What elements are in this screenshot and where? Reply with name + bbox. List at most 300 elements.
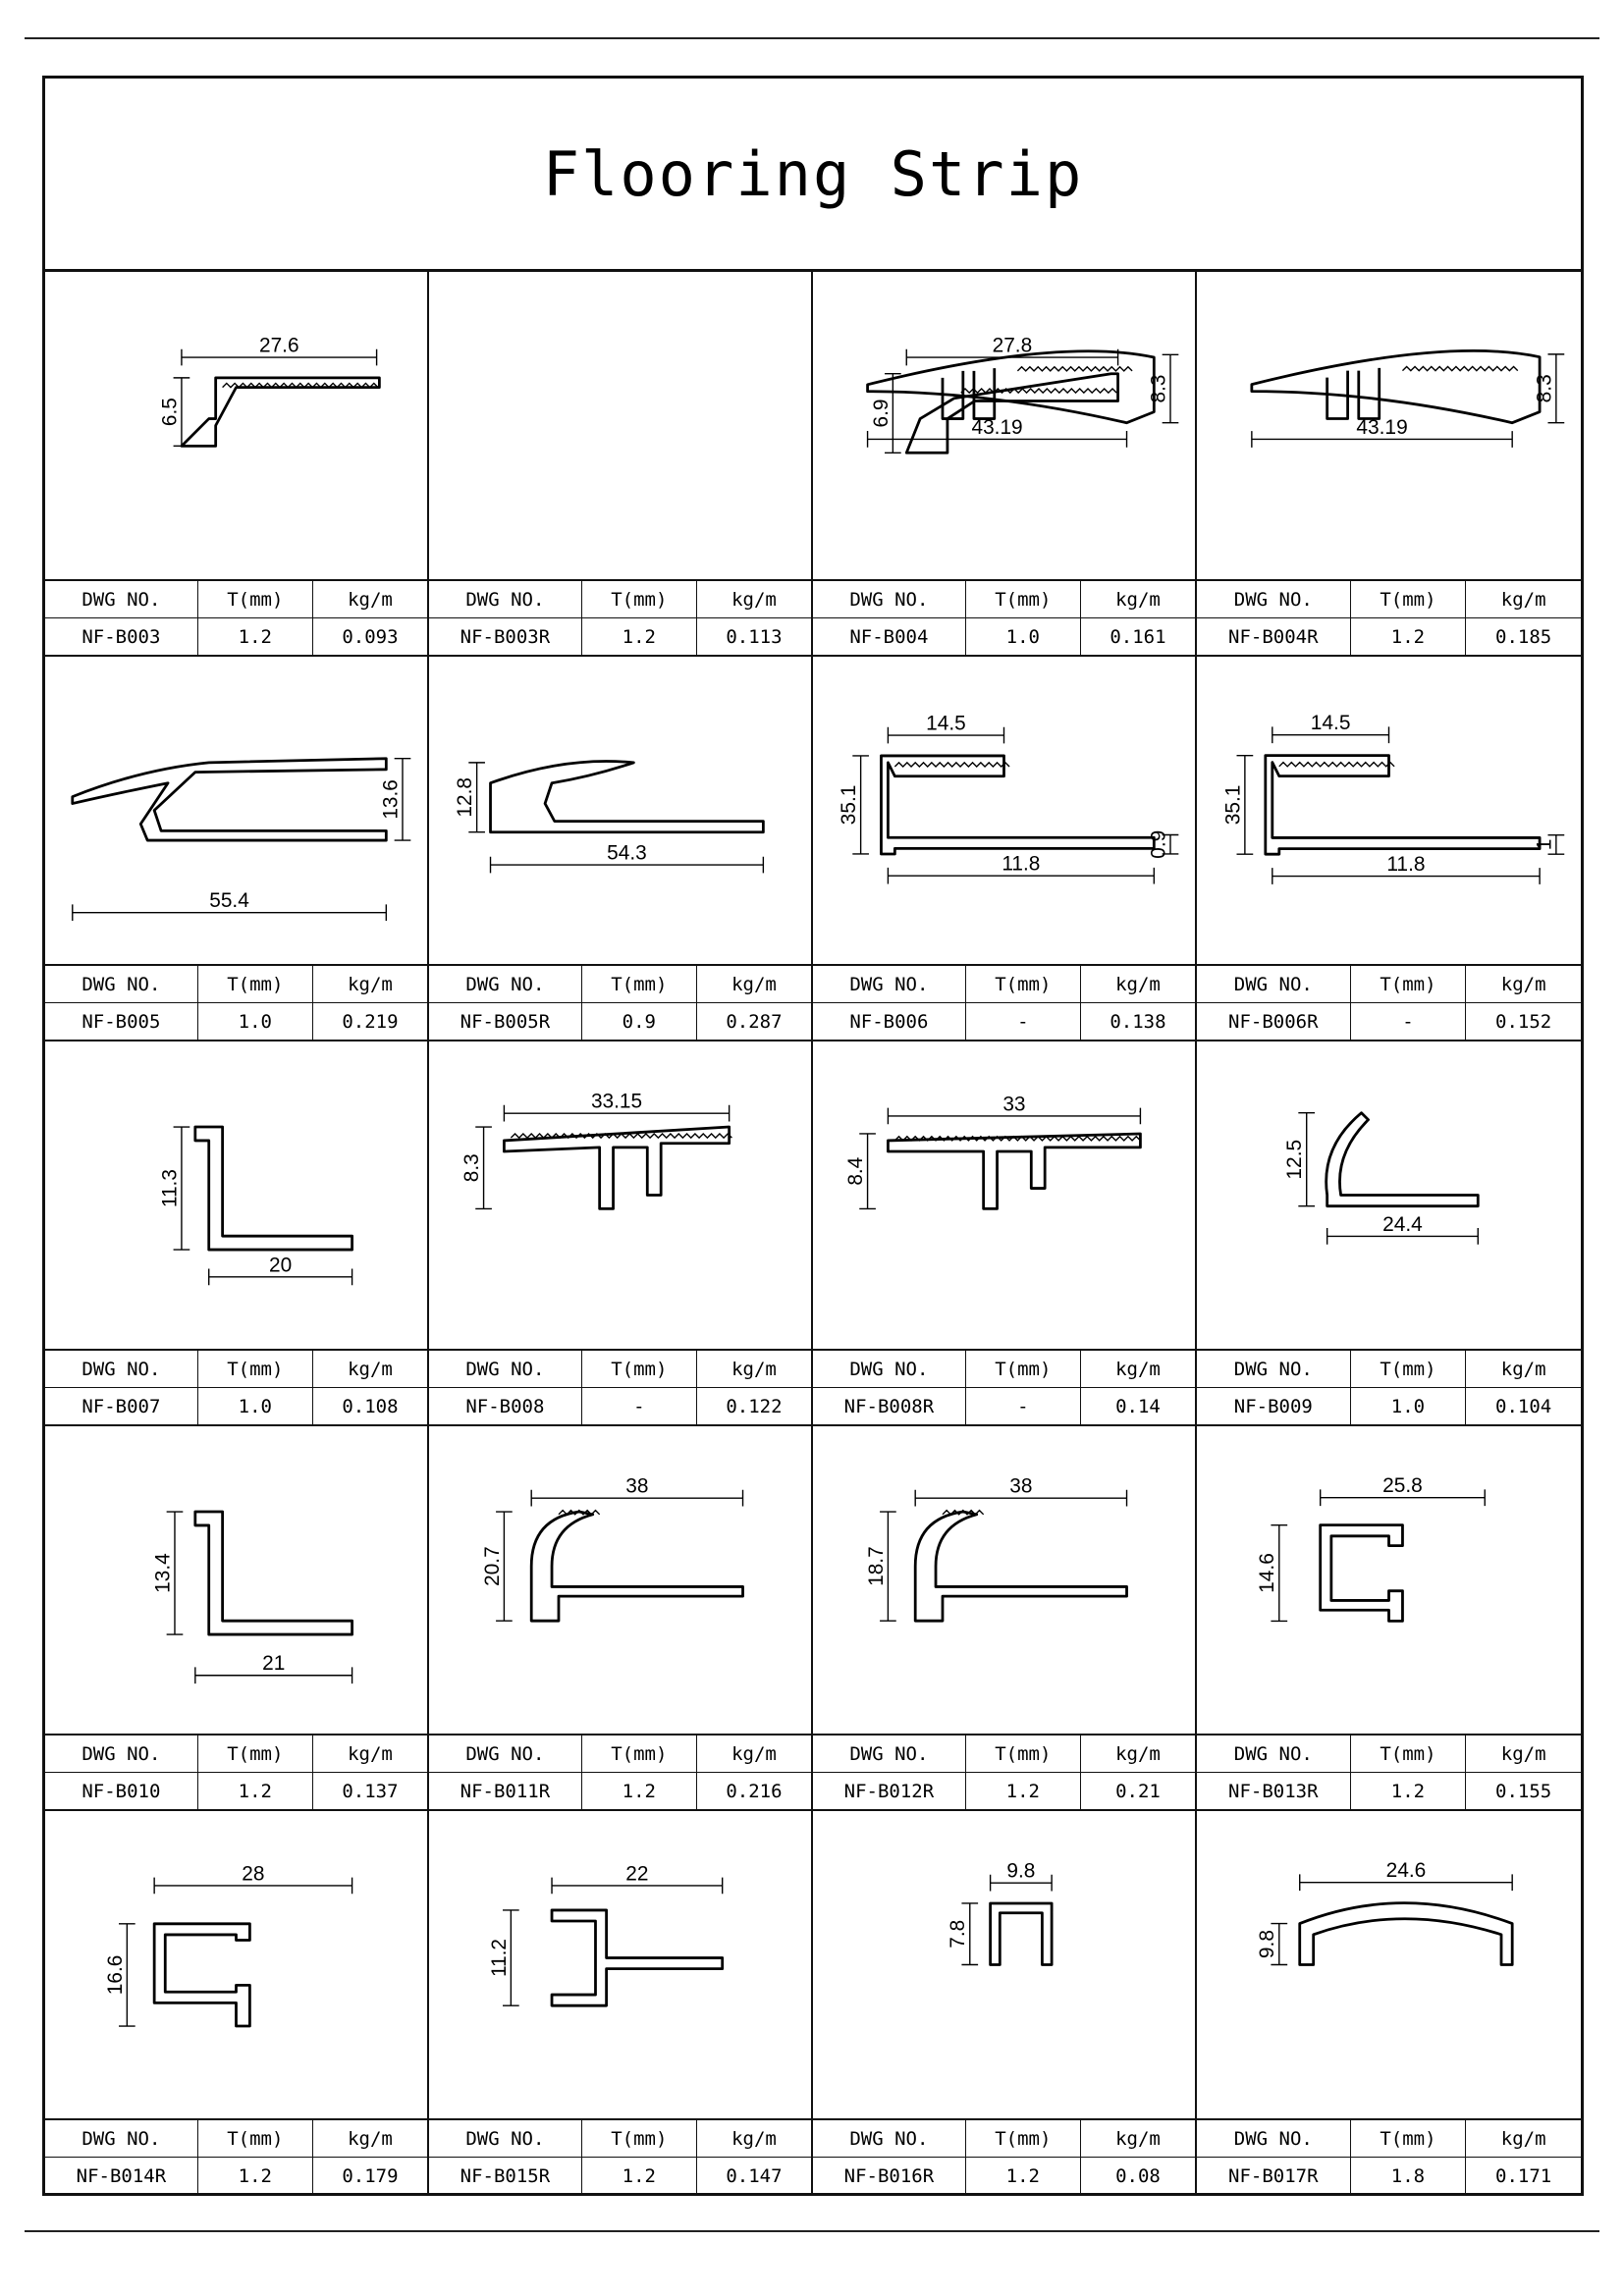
profile-drawing — [1197, 657, 1581, 964]
thickness-header: T(mm) — [965, 965, 1080, 1003]
profile-svg — [429, 657, 811, 964]
serration-pattern — [1017, 367, 1132, 371]
dwg-no: NF-B007 — [45, 1388, 197, 1425]
thickness-value: 1.0 — [1350, 1388, 1466, 1425]
product-cell — [45, 1041, 429, 1424]
profile-outline — [1321, 1525, 1403, 1622]
profile-outline — [531, 1512, 742, 1621]
dimension-label: 28 — [242, 1862, 265, 1886]
profile-drawing — [813, 272, 1195, 579]
weight-header: kg/m — [1466, 965, 1581, 1003]
product-cell — [1197, 1426, 1581, 1809]
thickness-header: T(mm) — [197, 965, 312, 1003]
dimension-label: 35.1 — [1221, 784, 1245, 826]
vertical-dimension — [104, 1924, 135, 2026]
product-cell — [1197, 1041, 1581, 1424]
dwg-no: NF-B014R — [45, 2158, 197, 2195]
serration-pattern — [894, 763, 1009, 767]
weight-header: kg/m — [696, 580, 811, 618]
dwg-header: DWG NO. — [429, 580, 581, 618]
dimension-label: 43.19 — [971, 415, 1023, 439]
horizontal-dimension — [491, 842, 764, 874]
dwg-no: NF-B006 — [813, 1003, 965, 1041]
weight-value: 0.137 — [312, 1773, 427, 1810]
weight-header: kg/m — [312, 1350, 427, 1388]
profile-drawing — [1197, 1811, 1581, 2118]
profile-outline — [1252, 350, 1540, 422]
thickness-header: T(mm) — [581, 1735, 696, 1773]
thickness-value: 1.8 — [1350, 2158, 1466, 2195]
profile-svg — [429, 1811, 811, 2118]
thickness-value: - — [581, 1388, 696, 1425]
thickness-header: T(mm) — [581, 2119, 696, 2158]
weight-header: kg/m — [312, 2119, 427, 2158]
weight-header: kg/m — [696, 965, 811, 1003]
weight-header: kg/m — [312, 965, 427, 1003]
dwg-header: DWG NO. — [429, 1735, 581, 1773]
dwg-header: DWG NO. — [813, 1735, 965, 1773]
dimension-label: 8.3 — [1533, 374, 1556, 403]
thickness-value: - — [1350, 1003, 1466, 1041]
dwg-no: NF-B013R — [1197, 1773, 1350, 1810]
spec-table — [813, 964, 1195, 1040]
profile-drawing — [1197, 1041, 1581, 1349]
profile-drawing — [45, 1811, 427, 2118]
dimension-label: 12.5 — [1283, 1139, 1307, 1180]
spec-table — [429, 2118, 811, 2194]
spec-table — [813, 1349, 1195, 1424]
weight-value: 0.216 — [696, 1773, 811, 1810]
serration-pattern — [1279, 763, 1394, 767]
product-cell — [813, 657, 1197, 1040]
thickness-header: T(mm) — [1350, 580, 1466, 618]
product-cell — [429, 657, 813, 1040]
dimension-label: 55.4 — [209, 889, 249, 913]
dimension-label: 0.9 — [1147, 829, 1170, 859]
dwg-header: DWG NO. — [1197, 2119, 1350, 2158]
product-cell — [1197, 1811, 1581, 2196]
dwg-no: NF-B016R — [813, 2158, 965, 2195]
product-cell — [1197, 272, 1581, 655]
weight-header: kg/m — [1080, 1350, 1195, 1388]
thickness-header: T(mm) — [581, 580, 696, 618]
dimension-label: 20 — [269, 1254, 293, 1277]
profile-svg — [813, 657, 1195, 964]
spec-table — [429, 964, 811, 1040]
thickness-value: 1.2 — [197, 2158, 312, 2195]
weight-value: 0.108 — [312, 1388, 427, 1425]
dwg-no: NF-B010 — [45, 1773, 197, 1810]
profile-outline — [1326, 1113, 1479, 1206]
product-cell — [45, 1811, 429, 2196]
vertical-dimension — [1283, 1113, 1315, 1206]
vertical-dimension — [454, 763, 485, 832]
dwg-no: NF-B015R — [429, 2158, 581, 2195]
profile-svg — [45, 1426, 427, 1734]
dimension-label: 13.6 — [379, 779, 403, 820]
horizontal-dimension — [531, 1475, 742, 1507]
weight-value: 0.113 — [696, 618, 811, 656]
spec-table — [1197, 579, 1581, 655]
vertical-dimension — [844, 1134, 876, 1208]
profile-outline — [868, 351, 1155, 423]
dwg-no: NF-B005R — [429, 1003, 581, 1041]
thickness-value: 1.2 — [965, 2158, 1080, 2195]
dwg-no: NF-B017R — [1197, 2158, 1350, 2195]
weight-value: 0.171 — [1466, 2158, 1581, 2195]
spec-table — [429, 1349, 811, 1424]
page-title: Flooring Strip — [542, 137, 1084, 210]
dwg-no: NF-B005 — [45, 1003, 197, 1041]
weight-header: kg/m — [1466, 2119, 1581, 2158]
dimension-label: 27.8 — [992, 334, 1033, 357]
weight-value: 0.104 — [1466, 1388, 1581, 1425]
profile-drawing — [45, 657, 427, 964]
spec-table — [429, 1734, 811, 1809]
product-cell — [813, 272, 1197, 655]
horizontal-dimension — [209, 1254, 352, 1285]
dwg-header: DWG NO. — [429, 2119, 581, 2158]
thickness-value: 1.2 — [197, 1773, 312, 1810]
vertical-dimension — [838, 756, 869, 854]
weight-value: 0.161 — [1080, 618, 1195, 656]
profile-drawing — [813, 657, 1195, 964]
profile-outline — [552, 1910, 723, 2005]
spec-table — [1197, 1349, 1581, 1424]
product-cell — [429, 1426, 813, 1809]
horizontal-dimension — [195, 1652, 352, 1683]
weight-header: kg/m — [1080, 580, 1195, 618]
profile-svg — [45, 272, 427, 579]
dwg-header: DWG NO. — [813, 580, 965, 618]
vertical-dimension — [488, 1910, 519, 2005]
spec-table — [45, 964, 427, 1040]
top-rule — [25, 37, 1599, 39]
dwg-no: NF-B003R — [429, 618, 581, 656]
profile-outline — [195, 1127, 352, 1250]
weight-value: 0.179 — [312, 2158, 427, 2195]
thickness-value: - — [965, 1003, 1080, 1041]
dimension-label: 9.8 — [1256, 1929, 1279, 1959]
thickness-header: T(mm) — [965, 2119, 1080, 2158]
dimension-label: 14.5 — [1310, 712, 1351, 735]
serration-pattern — [1402, 366, 1517, 370]
thickness-value: - — [965, 1388, 1080, 1425]
weight-value: 0.155 — [1466, 1773, 1581, 1810]
product-cell — [813, 1426, 1197, 1809]
weight-header: kg/m — [696, 1350, 811, 1388]
thickness-header: T(mm) — [1350, 965, 1466, 1003]
dimension-label: 33 — [1002, 1093, 1026, 1116]
profile-svg — [45, 1041, 427, 1349]
thickness-header: T(mm) — [581, 1350, 696, 1388]
product-cell — [1197, 657, 1581, 1040]
thickness-value: 1.2 — [581, 2158, 696, 2195]
vertical-dimension — [865, 1512, 896, 1621]
thickness-header: T(mm) — [1350, 1735, 1466, 1773]
weight-header: kg/m — [312, 580, 427, 618]
weight-header: kg/m — [696, 2119, 811, 2158]
dimension-label: 35.1 — [838, 784, 861, 826]
dimension-label: 11.2 — [487, 1939, 511, 1978]
profile-drawing — [45, 1041, 427, 1349]
vertical-dimension — [1221, 756, 1253, 855]
weight-header: kg/m — [696, 1735, 811, 1773]
dwg-header: DWG NO. — [429, 965, 581, 1003]
thickness-header: T(mm) — [965, 1735, 1080, 1773]
thickness-value: 1.0 — [197, 1388, 312, 1425]
dwg-no: NF-B009 — [1197, 1388, 1350, 1425]
horizontal-dimension — [888, 1093, 1140, 1124]
dimension-label: 6.9 — [869, 399, 893, 428]
dimension-label: 6.5 — [158, 398, 182, 427]
dwg-no: NF-B003 — [45, 618, 197, 656]
dwg-header: DWG NO. — [1197, 1350, 1350, 1388]
weight-header: kg/m — [1080, 1735, 1195, 1773]
profile-svg — [1197, 1041, 1581, 1349]
thickness-value: 1.2 — [581, 618, 696, 656]
horizontal-dimension — [504, 1091, 729, 1122]
dwg-header: DWG NO. — [45, 2119, 197, 2158]
profile-svg — [429, 1041, 811, 1349]
product-cell — [813, 1811, 1197, 2196]
product-cell — [45, 272, 429, 655]
weight-value: 0.152 — [1466, 1003, 1581, 1041]
thickness-value: 1.0 — [197, 1003, 312, 1041]
spec-table — [429, 579, 811, 655]
weight-value: 0.147 — [696, 2158, 811, 2195]
vertical-dimension — [1256, 1924, 1287, 1965]
dimension-label: 11.8 — [1386, 852, 1426, 876]
weight-header: kg/m — [1466, 1350, 1581, 1388]
profile-drawing — [429, 1041, 811, 1349]
product-row — [45, 272, 1581, 657]
vertical-dimension — [1147, 830, 1178, 859]
dwg-header: DWG NO. — [45, 1735, 197, 1773]
dimension-label: 11.8 — [1001, 852, 1041, 876]
profile-drawing — [429, 1811, 811, 2118]
profile-drawing — [429, 1426, 811, 1734]
dimension-label: 20.7 — [480, 1546, 504, 1586]
profile-drawing — [813, 1041, 1195, 1349]
dimension-label: 21 — [262, 1652, 286, 1676]
profile-outline — [73, 759, 387, 840]
horizontal-dimension — [1327, 1213, 1479, 1245]
horizontal-dimension — [552, 1862, 723, 1894]
dimension-label: 33.15 — [590, 1090, 643, 1113]
dimension-label: 7.8 — [947, 1919, 970, 1949]
profile-drawing — [1197, 272, 1581, 579]
spec-table — [45, 1349, 427, 1424]
profile-svg — [813, 1426, 1195, 1734]
serration-pattern — [511, 1134, 731, 1138]
dimension-label: 24.4 — [1382, 1212, 1423, 1236]
dimension-label: 25.8 — [1382, 1474, 1423, 1498]
thickness-value: 1.2 — [197, 618, 312, 656]
profile-outline — [504, 1127, 729, 1208]
thickness-header: T(mm) — [1350, 1350, 1466, 1388]
weight-value: 0.122 — [696, 1388, 811, 1425]
dwg-no: NF-B004R — [1197, 618, 1350, 656]
thickness-header: T(mm) — [581, 965, 696, 1003]
spec-table — [45, 2118, 427, 2194]
profile-drawing — [45, 272, 427, 579]
dimension-label: 18.7 — [864, 1546, 888, 1586]
profile-outline — [915, 1512, 1126, 1621]
profile-svg — [813, 1811, 1195, 2118]
weight-value: 0.287 — [696, 1003, 811, 1041]
profile-svg — [1197, 272, 1581, 579]
horizontal-dimension — [1252, 416, 1512, 448]
thickness-header: T(mm) — [965, 580, 1080, 618]
dwg-header: DWG NO. — [45, 965, 197, 1003]
profile-drawing — [813, 1811, 1195, 2118]
thickness-value: 1.2 — [1350, 1773, 1466, 1810]
horizontal-dimension — [1272, 712, 1389, 743]
weight-header: kg/m — [1080, 2119, 1195, 2158]
profile-svg — [45, 1811, 427, 2118]
thickness-header: T(mm) — [1350, 2119, 1466, 2158]
profile-svg — [813, 272, 1195, 579]
dwg-header: DWG NO. — [1197, 965, 1350, 1003]
bottom-rule — [25, 2230, 1599, 2232]
spec-table — [45, 1734, 427, 1809]
dimension-label: 8.4 — [844, 1156, 868, 1186]
horizontal-dimension — [182, 334, 377, 365]
dimension-label: 24.6 — [1385, 1859, 1427, 1883]
thickness-header: T(mm) — [965, 1350, 1080, 1388]
product-cell — [45, 1426, 429, 1809]
weight-header: kg/m — [1466, 1735, 1581, 1773]
horizontal-dimension — [1300, 1859, 1512, 1891]
product-cell — [429, 1041, 813, 1424]
profile-drawing — [813, 1426, 1195, 1734]
dimension-label: 13.4 — [151, 1553, 175, 1593]
dwg-header: DWG NO. — [813, 2119, 965, 2158]
dwg-header: DWG NO. — [429, 1350, 581, 1388]
dimension-label: 27.6 — [258, 334, 299, 357]
horizontal-dimension — [888, 713, 1003, 744]
product-row — [45, 1811, 1581, 2196]
vertical-dimension — [158, 1127, 189, 1250]
thickness-header: T(mm) — [197, 2119, 312, 2158]
dwg-no: NF-B011R — [429, 1773, 581, 1810]
dwg-header: DWG NO. — [45, 1350, 197, 1388]
weight-value: 0.14 — [1080, 1388, 1195, 1425]
profile-svg — [45, 657, 427, 964]
dimension-label: 12.8 — [454, 777, 477, 818]
horizontal-dimension — [915, 1475, 1126, 1507]
weight-value: 0.21 — [1080, 1773, 1195, 1810]
profile-outline — [991, 1903, 1053, 1965]
dimension-label: 14.6 — [1256, 1553, 1279, 1593]
profile-drawing — [429, 657, 811, 964]
horizontal-dimension — [888, 853, 1154, 884]
vertical-dimension — [947, 1903, 978, 1965]
spec-table — [813, 1734, 1195, 1809]
dimension-label: 1 — [1533, 838, 1556, 851]
horizontal-dimension — [868, 416, 1127, 448]
thickness-header: T(mm) — [197, 1350, 312, 1388]
thickness-value: 0.9 — [581, 1003, 696, 1041]
dwg-header: DWG NO. — [813, 965, 965, 1003]
dwg-header: DWG NO. — [45, 580, 197, 618]
profile-outline — [888, 1134, 1140, 1208]
thickness-header: T(mm) — [197, 1735, 312, 1773]
spec-table — [45, 579, 427, 655]
dimension-label: 8.3 — [460, 1153, 484, 1183]
dwg-no: NF-B012R — [813, 1773, 965, 1810]
dwg-header: DWG NO. — [1197, 580, 1350, 618]
horizontal-dimension — [1272, 853, 1540, 884]
weight-header: kg/m — [312, 1735, 427, 1773]
dwg-no: NF-B006R — [1197, 1003, 1350, 1041]
thickness-value: 1.2 — [1350, 618, 1466, 656]
dimension-label: 9.8 — [1006, 1859, 1036, 1883]
catalog-sheet — [42, 76, 1584, 2196]
weight-value: 0.08 — [1080, 2158, 1195, 2195]
dwg-no: NF-B008R — [813, 1388, 965, 1425]
dwg-no: NF-B008 — [429, 1388, 581, 1425]
title-box — [45, 79, 1581, 272]
dimension-label: 8.3 — [1147, 374, 1170, 403]
profile-svg — [813, 1041, 1195, 1349]
weight-value: 0.138 — [1080, 1003, 1195, 1041]
thickness-header: T(mm) — [197, 580, 312, 618]
dimension-label: 14.5 — [926, 712, 966, 735]
spec-table — [813, 579, 1195, 655]
product-grid — [45, 272, 1581, 2196]
profile-drawing — [45, 1426, 427, 1734]
weight-header: kg/m — [1466, 580, 1581, 618]
dwg-no: NF-B004 — [813, 618, 965, 656]
spec-table — [1197, 2118, 1581, 2194]
weight-value: 0.219 — [312, 1003, 427, 1041]
product-row — [45, 657, 1581, 1041]
profile-svg — [1197, 1811, 1581, 2118]
dimension-label: 54.3 — [607, 841, 647, 865]
product-row — [45, 1426, 1581, 1811]
dwg-header: DWG NO. — [813, 1350, 965, 1388]
thickness-value: 1.2 — [965, 1773, 1080, 1810]
product-cell — [45, 657, 429, 1040]
profile-outline — [195, 1512, 352, 1634]
horizontal-dimension — [991, 1860, 1053, 1892]
weight-header: kg/m — [1080, 965, 1195, 1003]
product-row — [45, 1041, 1581, 1426]
dimension-label: 16.6 — [103, 1954, 127, 1996]
spec-table — [1197, 1734, 1581, 1809]
vertical-dimension — [460, 1127, 492, 1208]
vertical-dimension — [151, 1512, 183, 1634]
spec-table — [1197, 964, 1581, 1040]
product-cell — [429, 1811, 813, 2196]
profile-outline — [182, 378, 379, 446]
spec-table — [813, 2118, 1195, 2194]
dimension-label: 43.19 — [1356, 415, 1408, 439]
vertical-dimension — [1256, 1525, 1287, 1622]
horizontal-dimension — [73, 889, 387, 921]
profile-svg — [1197, 1426, 1581, 1734]
profile-outline — [491, 761, 764, 831]
weight-value: 0.185 — [1466, 618, 1581, 656]
profile-drawing — [1197, 1426, 1581, 1734]
profile-outline — [154, 1924, 249, 2026]
profile-outline — [1300, 1903, 1512, 1965]
profile-svg — [1197, 657, 1581, 964]
dwg-header: DWG NO. — [1197, 1735, 1350, 1773]
thickness-value: 1.0 — [965, 618, 1080, 656]
